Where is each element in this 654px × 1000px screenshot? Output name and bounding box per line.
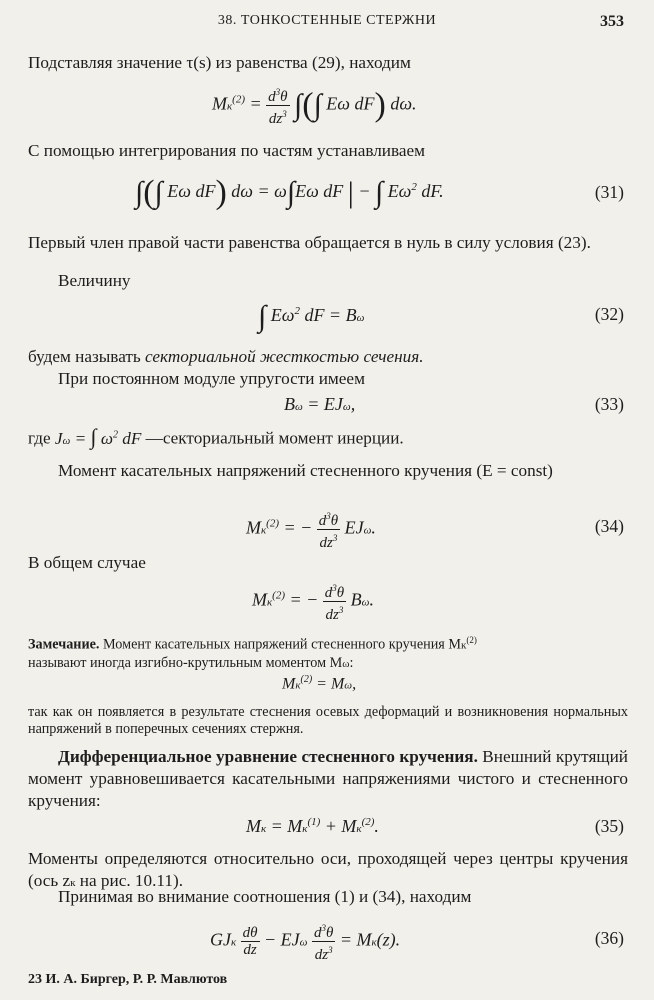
paragraph-1: Подставляя значение τ(s) из равенства (29), находим xyxy=(28,53,411,72)
page-number: 353 xyxy=(600,13,624,30)
paragraph-9: В общем случае xyxy=(28,553,146,572)
paragraph-7: где Jω = ∫ $\omega^2$ dF —секториальный момент инерции. xyxy=(28,423,404,449)
equation-mk2-integral: $Mк^{(2)}$ = $\frac{d^3\theta}{dz^3}$ ∫(∫ Eω dF) dω. xyxy=(0,78,654,138)
running-title: 38. ТОНКОСТЕННЫЕ СТЕРЖНИ xyxy=(217,13,437,28)
remark-text-2: называют иногда изгибно-крутильным моментом M xyxy=(28,654,343,671)
section-paragraph xyxy=(28,746,628,812)
paragraph-2: С помощью интегрирования по частям устанавливаем xyxy=(28,141,426,160)
equation-32: ∫ $E\omega^2$ dF = Bω (32) xyxy=(258,300,624,333)
remark-label: Замечание. xyxy=(28,636,100,653)
section-title: Дифференциальное уравнение стесненного кручения. xyxy=(58,747,478,766)
remark-block: Замечание. Момент касательных напряжений стесненного кручения $Mк^{(2)}$ называют иногда изгибно-крутильным моментом Mω: xyxy=(28,635,477,671)
page-footer xyxy=(28,972,227,988)
footer-authors: И. А. Биргер, Р. Р. Мавлютов xyxy=(45,972,228,987)
paragraph-8: Момент касательных напряжений стесненного кручения (E = const) xyxy=(58,461,553,480)
paragraph-5 xyxy=(28,346,628,368)
equation-remark: $Mк^{(2)} = M\omega$, xyxy=(282,674,357,693)
p5-text: будем называть xyxy=(28,347,146,366)
eq-number-31: (31) xyxy=(594,182,624,202)
eq-number-36: (36) xyxy=(594,928,624,948)
p10-text: Моменты определяются относительно оси, проходящей через центры кручения (ось z xyxy=(28,849,628,890)
equation-34: $Mк^{(2)}$ = − $\frac{d^3\theta}{dz^3}$ EJω. (34) xyxy=(0,506,654,550)
equation-35: Mк = $Mк^{(1)} + Mк^{(2)}$. (35) xyxy=(246,816,624,836)
eq-number-32: (32) xyxy=(594,304,624,324)
p7-text: где xyxy=(28,428,55,448)
equation-31: ∫(∫ Eω dF) dω = ω∫Eω dF | − ∫ $E\omega^2$ dF. (31) xyxy=(135,174,624,211)
eq-number-33: (33) xyxy=(594,394,624,414)
remark-continuation: так как он появляется в результате стеснения осевых деформаций и возникновения нормальных напряжений в поперечных сечениях стержня. xyxy=(28,704,628,737)
page-header xyxy=(0,10,654,34)
remark-text: Момент касательных напряжений стесненного кручения M xyxy=(99,636,461,653)
paragraph-11: Принимая во внимание соотношения (1) и (34), находим xyxy=(58,887,472,906)
equation-33: Bω = EJω, (33) xyxy=(284,394,624,414)
equation-36: GJк $\frac{d\theta}{dz}$ − EJω $\frac{d^3\theta}{dz^3}$ = Mк(z). (36) xyxy=(0,918,654,962)
p5-italic: секториальной жесткостью сечения. xyxy=(145,347,424,366)
signature-number: 23 xyxy=(28,972,42,987)
paragraph-3: Первый член правой части равенства обращается в нуль в силу условия (23). xyxy=(28,233,591,252)
eq-number-34: (34) xyxy=(594,516,624,536)
paragraph-6: При постоянном модуле упругости имеем xyxy=(58,369,365,388)
paragraph-10: Моменты определяются относительно оси, проходящей через центры кручения (ось zк на рис. 10.11). xyxy=(28,849,628,890)
p10-tail: на рис. 10.11). xyxy=(75,871,183,890)
p7-tail: —секториальный момент инерции. xyxy=(141,428,404,448)
eq-number-35: (35) xyxy=(594,816,624,836)
paragraph-4: Величину xyxy=(58,271,131,290)
equation-general: $Mк^{(2)}$ = − $\frac{d^3\theta}{dz^3}$ Bω. xyxy=(0,578,654,622)
section-text: Внешний крутящий момент уравновешивается касательными напряжениями чистого и стесненного кручения: xyxy=(28,747,628,810)
